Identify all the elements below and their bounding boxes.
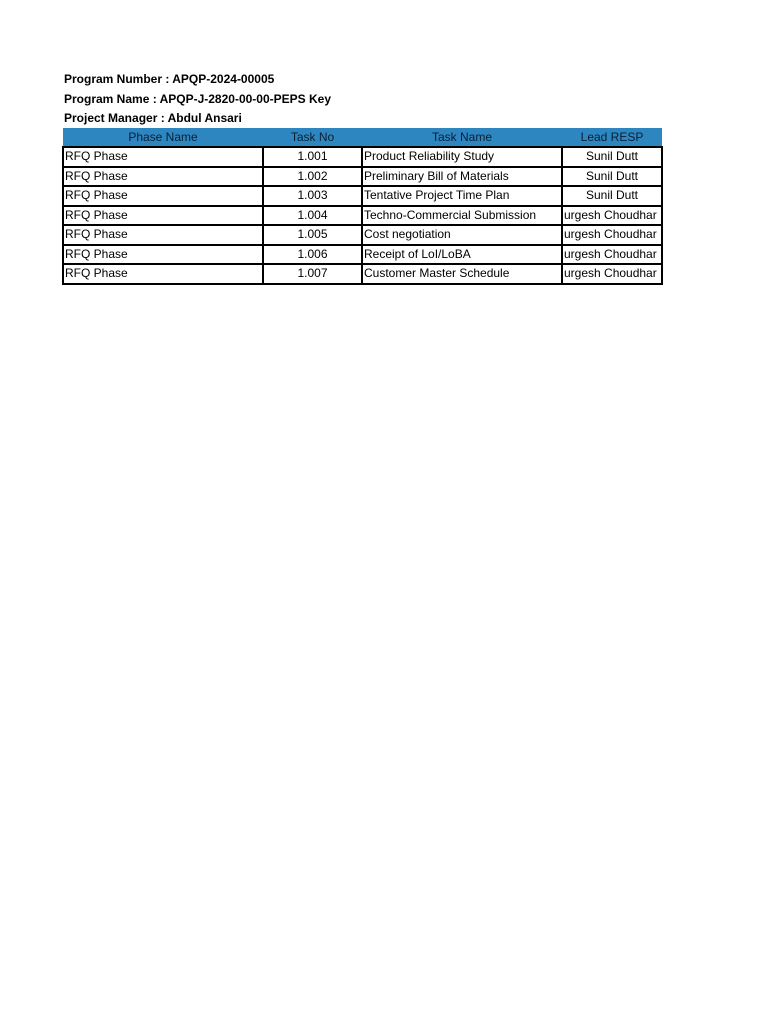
project-manager: Project Manager : Abdul Ansari bbox=[64, 111, 242, 125]
lead-cell: urgesh Choudhar bbox=[562, 206, 662, 226]
task-no-cell: 1.001 bbox=[263, 147, 362, 167]
program-number: Program Number : APQP-2024-00005 bbox=[64, 72, 275, 86]
lead-cell: urgesh Choudhar bbox=[562, 264, 662, 284]
phase-cell: RFQ Phase bbox=[63, 245, 263, 265]
task-name-cell: Product Reliability Study bbox=[362, 147, 562, 167]
task-name-cell: Techno-Commercial Submission bbox=[362, 206, 562, 226]
phase-cell: RFQ Phase bbox=[63, 147, 263, 167]
task-name-cell: Tentative Project Time Plan bbox=[362, 186, 562, 206]
table-row bbox=[63, 225, 662, 245]
program-header bbox=[64, 70, 331, 129]
column-header-phase-name: Phase Name bbox=[63, 128, 263, 147]
task-no-cell: 1.004 bbox=[263, 206, 362, 226]
lead-cell: urgesh Choudhar bbox=[562, 245, 662, 265]
task-no-cell: 1.005 bbox=[263, 225, 362, 245]
task-name-cell: Cost negotiation bbox=[362, 225, 562, 245]
phase-cell: RFQ Phase bbox=[63, 264, 263, 284]
task-table bbox=[62, 128, 663, 285]
table-row bbox=[63, 245, 662, 265]
task-no-cell: 1.003 bbox=[263, 186, 362, 206]
task-no-cell: 1.007 bbox=[263, 264, 362, 284]
column-header-task-name: Task Name bbox=[362, 128, 562, 147]
task-no-cell: 1.002 bbox=[263, 167, 362, 187]
task-name-cell: Preliminary Bill of Materials bbox=[362, 167, 562, 187]
table-row bbox=[63, 186, 662, 206]
task-name-cell: Receipt of LoI/LoBA bbox=[362, 245, 562, 265]
table-row bbox=[63, 264, 662, 284]
lead-cell: Sunil Dutt bbox=[562, 167, 662, 187]
table-row bbox=[63, 167, 662, 187]
table-header-row bbox=[63, 128, 662, 147]
lead-cell: Sunil Dutt bbox=[562, 186, 662, 206]
lead-cell: Sunil Dutt bbox=[562, 147, 662, 167]
phase-cell: RFQ Phase bbox=[63, 225, 263, 245]
task-name-cell: Customer Master Schedule bbox=[362, 264, 562, 284]
column-header-task-no: Task No bbox=[263, 128, 362, 147]
phase-cell: RFQ Phase bbox=[63, 167, 263, 187]
lead-cell: urgesh Choudhar bbox=[562, 225, 662, 245]
phase-cell: RFQ Phase bbox=[63, 186, 263, 206]
table-row bbox=[63, 206, 662, 226]
table-row bbox=[63, 147, 662, 167]
column-header-lead-resp: Lead RESP bbox=[562, 128, 662, 147]
task-no-cell: 1.006 bbox=[263, 245, 362, 265]
phase-cell: RFQ Phase bbox=[63, 206, 263, 226]
program-name: Program Name : APQP-J-2820-00-00-PEPS Key bbox=[64, 91, 331, 106]
